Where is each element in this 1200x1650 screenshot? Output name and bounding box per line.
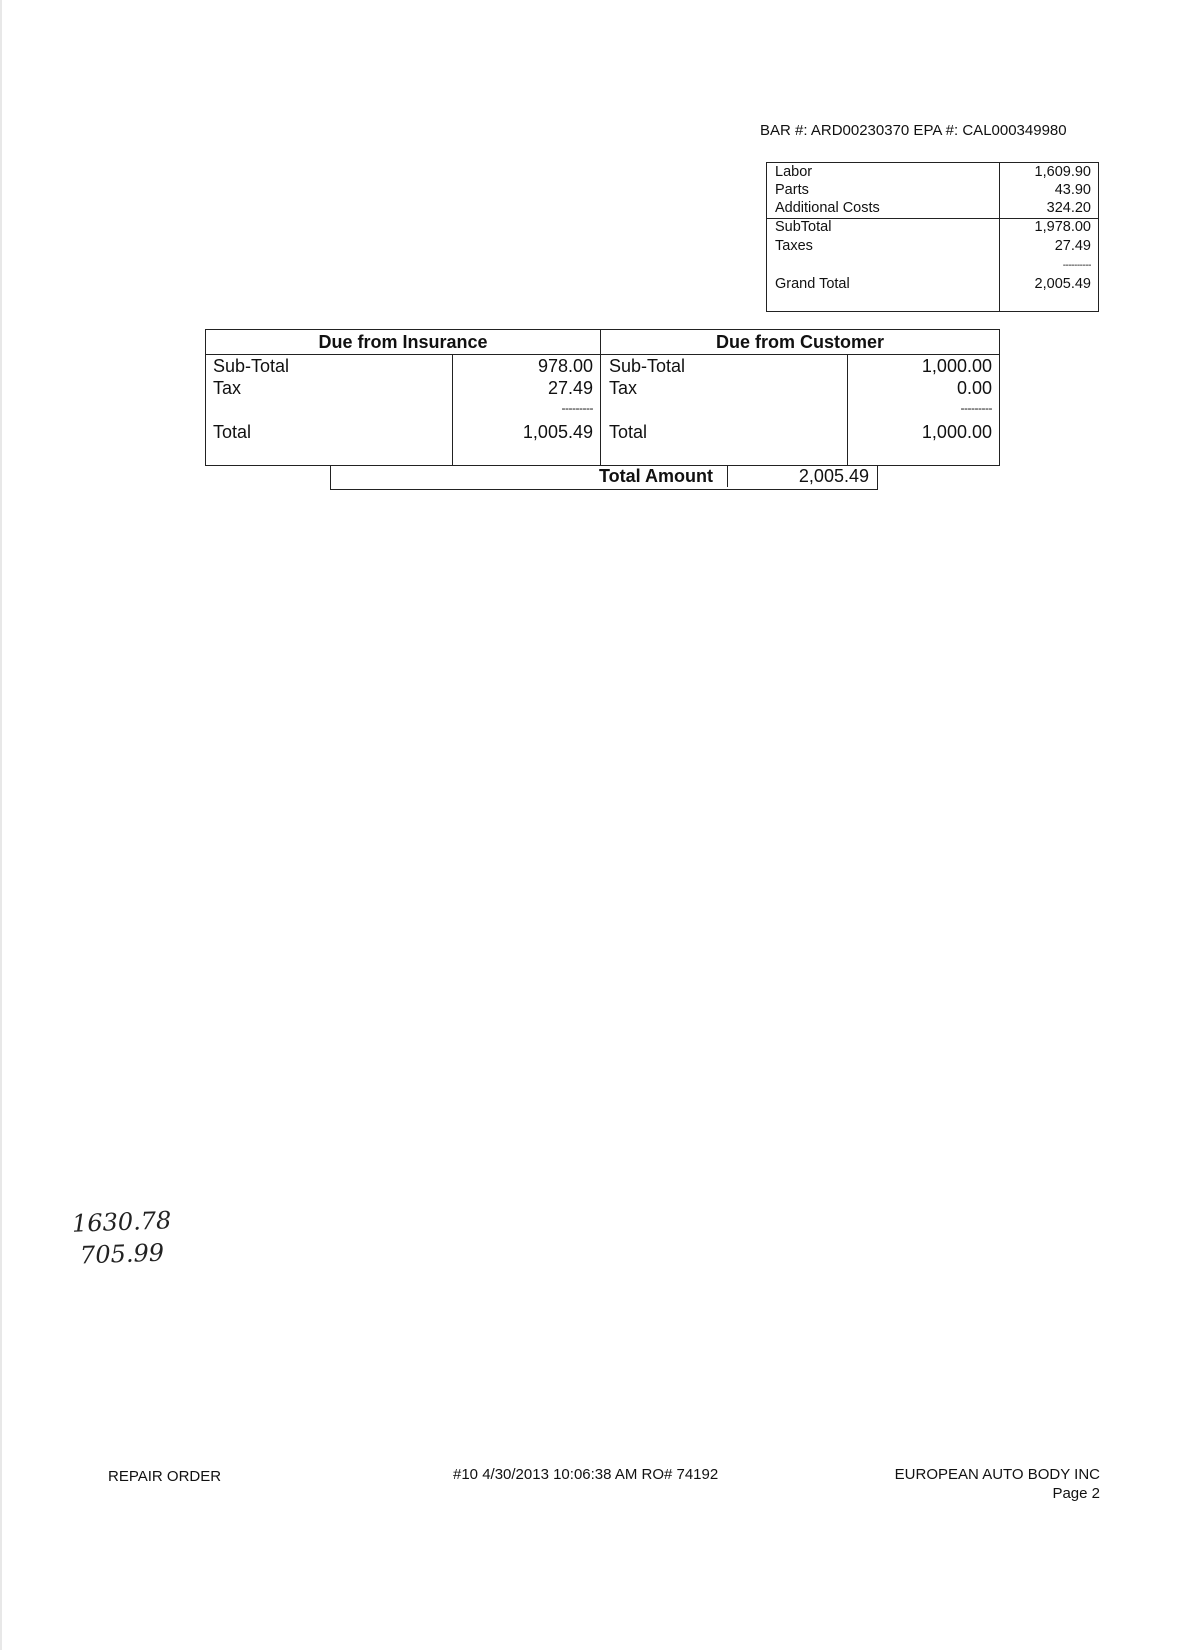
summary-row-additional-costs bbox=[767, 199, 1098, 217]
summary-value: 324.20 bbox=[1046, 200, 1091, 216]
due-table bbox=[205, 329, 1000, 466]
scan-edge bbox=[0, 0, 2, 1650]
total-amount-value: 2,005.49 bbox=[798, 466, 869, 486]
summary-separator: ---------- bbox=[1062, 260, 1091, 271]
insurance-heading: Due from Insurance bbox=[318, 332, 488, 352]
insurance-tax-value: 27.49 bbox=[547, 378, 593, 398]
footer-company: EUROPEAN AUTO BODY INC bbox=[894, 1466, 1100, 1483]
customer-separator: --------- bbox=[960, 401, 992, 415]
registration-numbers: BAR #: ARD00230370 EPA #: CAL000349980 bbox=[760, 122, 1067, 139]
insurance-value-divider bbox=[452, 354, 453, 465]
insurance-total-label: Total bbox=[213, 422, 252, 442]
insurance-total-value: 1,005.49 bbox=[522, 422, 593, 442]
summary-value: 1,978.00 bbox=[1034, 219, 1091, 235]
summary-row-parts bbox=[767, 181, 1098, 199]
summary-label: Grand Total bbox=[775, 276, 850, 292]
customer-tax-label: Tax bbox=[609, 378, 638, 398]
insurance-subtotal-label: Sub-Total bbox=[213, 356, 290, 376]
summary-value: 27.49 bbox=[1054, 238, 1091, 254]
summary-row-labor bbox=[767, 163, 1098, 181]
customer-tax-value: 0.00 bbox=[956, 378, 992, 398]
insurance-separator: --------- bbox=[561, 401, 593, 415]
summary-label: Parts bbox=[775, 182, 809, 198]
due-header-divider bbox=[206, 354, 999, 355]
insurance-subtotal-value: 978.00 bbox=[537, 356, 593, 376]
summary-row-grand-total bbox=[767, 275, 1098, 293]
customer-subtotal-value: 1,000.00 bbox=[921, 356, 992, 376]
total-amount-box bbox=[330, 465, 878, 490]
summary-label: Additional Costs bbox=[775, 200, 880, 216]
summary-value: 1,609.90 bbox=[1034, 164, 1091, 180]
customer-total-value: 1,000.00 bbox=[921, 422, 992, 442]
summary-label: Taxes bbox=[775, 238, 813, 254]
handwritten-note-line2: 705.99 bbox=[79, 1238, 165, 1270]
summary-value: 2,005.49 bbox=[1034, 276, 1091, 292]
total-amount-label: Total Amount bbox=[599, 466, 713, 486]
summary-label: SubTotal bbox=[775, 219, 832, 235]
customer-heading: Due from Customer bbox=[715, 332, 885, 352]
summary-row-taxes bbox=[767, 237, 1098, 255]
summary-value: 43.90 bbox=[1054, 182, 1091, 198]
footer-order-info: #10 4/30/2013 10:06:38 AM RO# 74192 bbox=[453, 1466, 719, 1483]
footer-page-number: Page 2 bbox=[1052, 1485, 1100, 1502]
handwritten-note-line1: 1630.78 bbox=[71, 1206, 172, 1238]
customer-subtotal-label: Sub-Total bbox=[609, 356, 686, 376]
customer-value-divider bbox=[847, 354, 848, 465]
footer-document-type: REPAIR ORDER bbox=[108, 1468, 222, 1485]
insurance-tax-label: Tax bbox=[213, 378, 242, 398]
customer-total-label: Total bbox=[609, 422, 648, 442]
summary-label: Labor bbox=[775, 164, 813, 180]
cost-summary-box bbox=[766, 162, 1099, 312]
summary-row-subtotal bbox=[767, 218, 1098, 236]
total-amount-divider bbox=[727, 465, 728, 487]
